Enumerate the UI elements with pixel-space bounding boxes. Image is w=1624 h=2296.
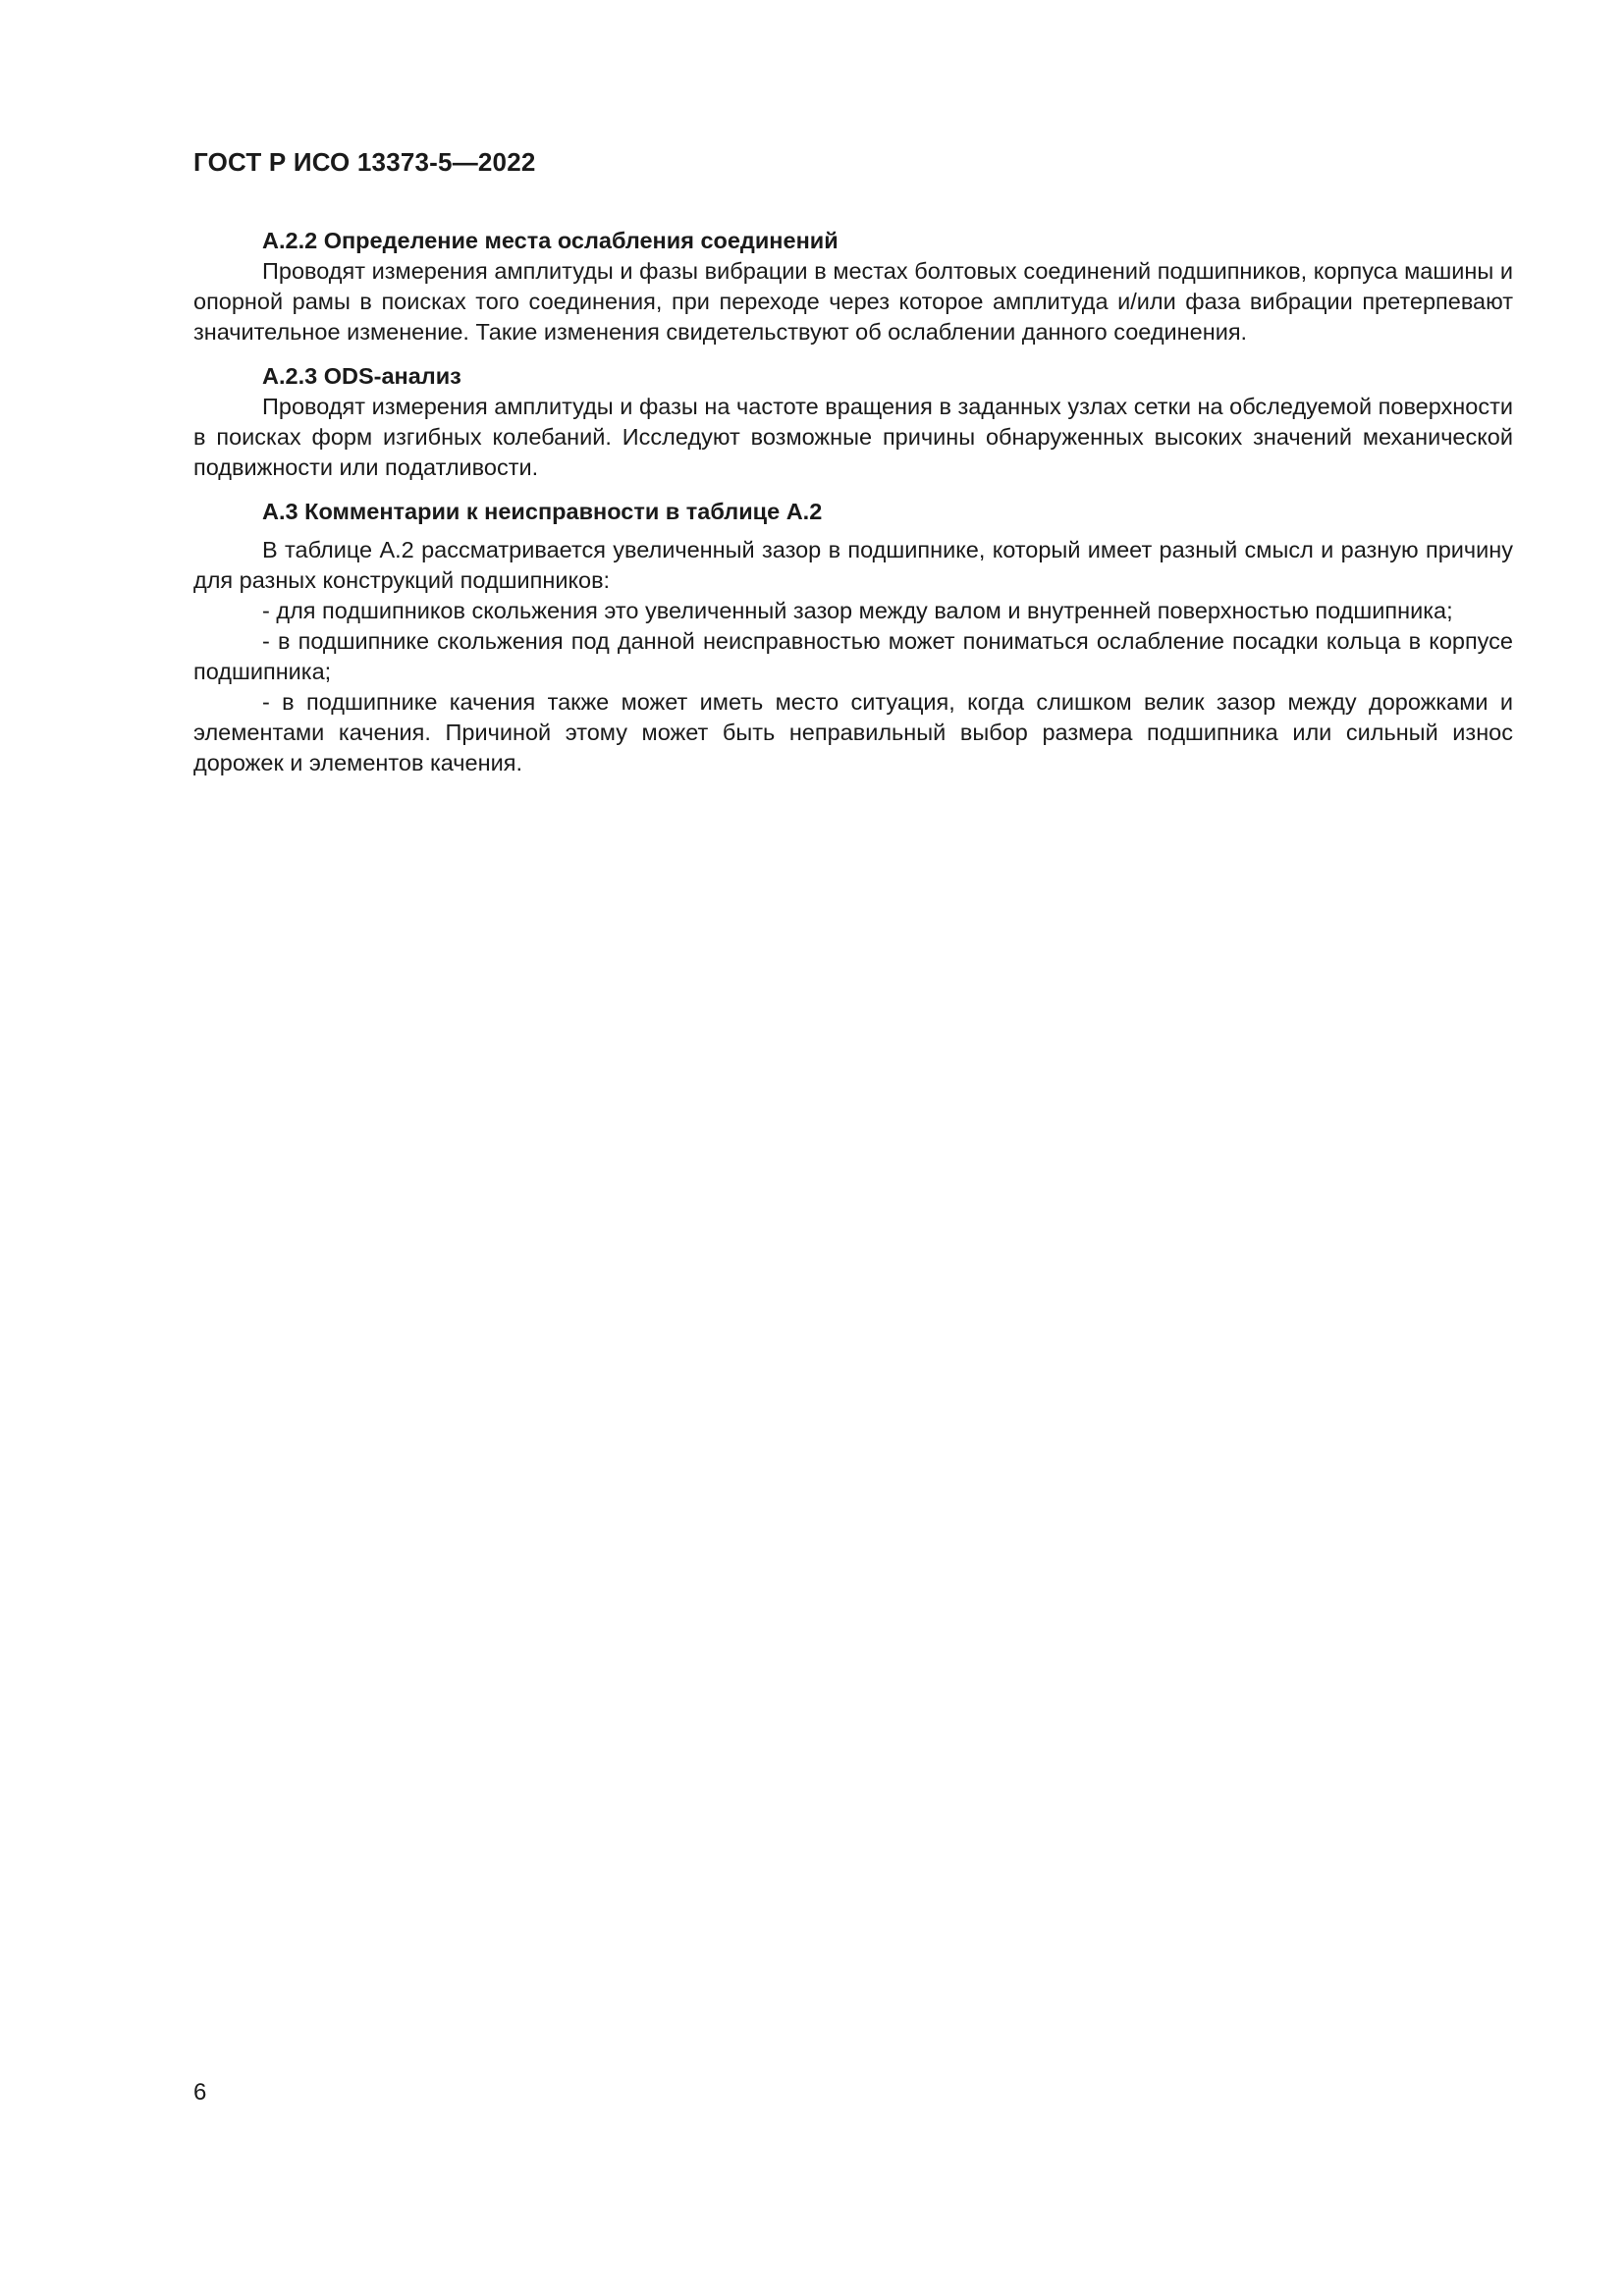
section-heading: А.2.2 Определение места ослабления соединений bbox=[262, 228, 839, 253]
section-a-2-2 bbox=[193, 226, 1513, 347]
document-body bbox=[193, 226, 1513, 778]
list-item: - для подшипников скольжения это увеличенный зазор между валом и внутренней поверхностью подшипника; bbox=[262, 598, 1453, 623]
list-item: - в подшипнике скольжения под данной неисправностью может пониматься ослабление посадки кольца в корпусе подшипника; bbox=[193, 628, 1513, 684]
paragraph: В таблице А.2 рассматривается увеличенный зазор в подшипнике, который имеет разный смысл и разную причину для разных конструкций подшипников: bbox=[193, 537, 1513, 593]
paragraph: Проводят измерения амплитуды и фазы вибрации в местах болтовых соединений подшипников, корпуса машины и опорной рамы в поисках того соединения, при переходе через которое амплитуда и/или фаза вибрации претерпевают значительное изменение. Такие изменения свидетельствуют об ослаблении данного соединения. bbox=[193, 258, 1513, 345]
page-number: 6 bbox=[193, 2079, 207, 2106]
paragraph: Проводят измерения амплитуды и фазы на частоте вращения в заданных узлах сетки на обследуемой поверхности в поисках форм изгибных колебаний. Исследуют возможные причины обнаруженных высоких значений механической подвижности или податливости. bbox=[193, 394, 1513, 480]
section-heading: А.3 Комментарии к неисправности в таблице А.2 bbox=[262, 499, 823, 524]
section-a-2-3 bbox=[193, 361, 1513, 483]
section-heading: А.2.3 ODS-анализ bbox=[262, 363, 461, 389]
document-header: ГОСТ Р ИСО 13373-5—2022 bbox=[193, 147, 536, 177]
list-item: - в подшипнике качения также может иметь место ситуация, когда слишком велик зазор между дорожками и элементами качения. Причиной этому может быть неправильный выбор размера подшипника или сильный износ дорожек и элементов качения. bbox=[193, 689, 1513, 775]
section-a-3 bbox=[193, 497, 1513, 778]
